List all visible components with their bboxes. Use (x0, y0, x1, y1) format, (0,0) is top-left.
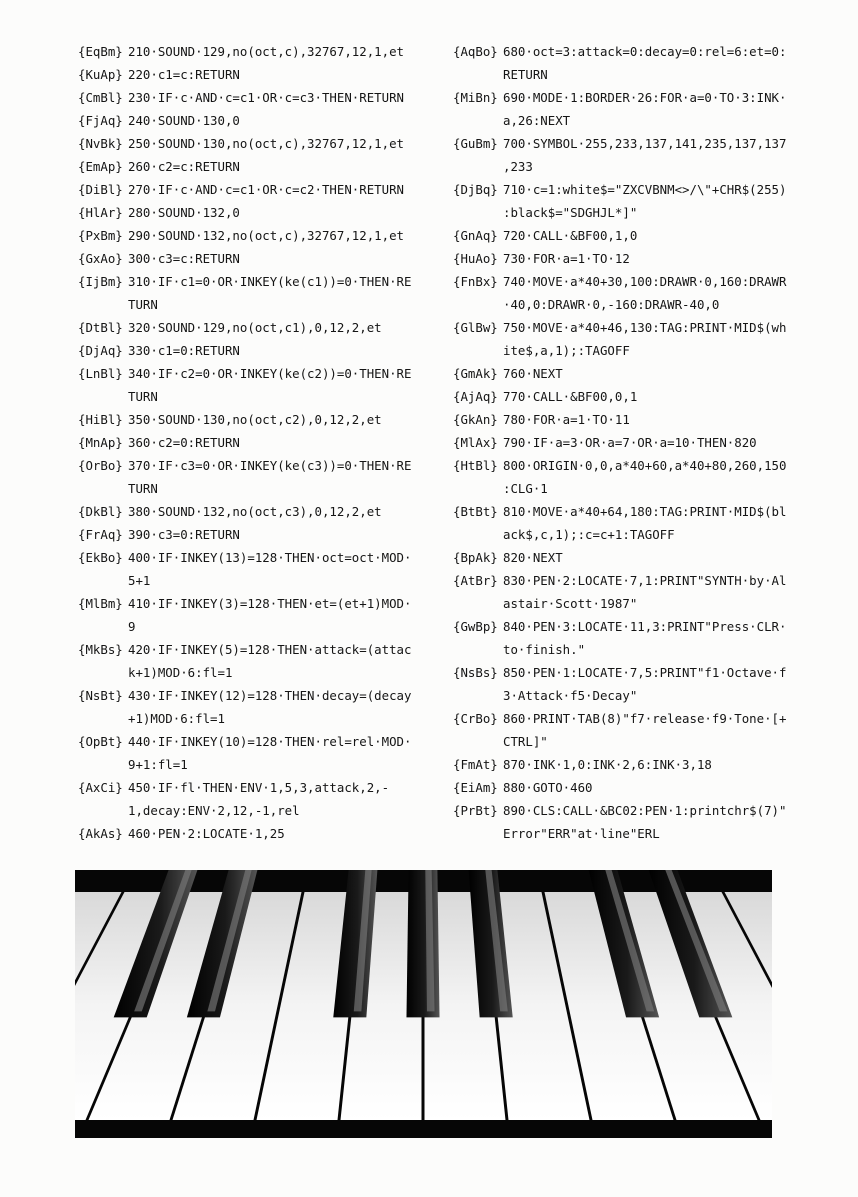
checksum-code: {CrBo} (453, 711, 498, 726)
listing-column-right (453, 40, 848, 845)
listing-line (453, 753, 848, 776)
basic-code-line: 780·FOR·a=1·TO·11 (503, 412, 630, 427)
checksum-code: {AtBr} (453, 573, 498, 588)
listing-line (453, 247, 848, 270)
basic-code-line: 800·ORIGIN·0,0,a*40+60,a*40+80,260,150 :CLG·1 (503, 458, 787, 496)
listing-line (78, 201, 423, 224)
basic-code-line: 320·SOUND·129,no(oct,c1),0,12,2,et (128, 320, 382, 335)
listing-line (78, 454, 423, 500)
basic-code-line: 820·NEXT (503, 550, 563, 565)
listing-line (453, 178, 848, 224)
basic-code-line: 760·NEXT (503, 366, 563, 381)
listing-line (453, 40, 848, 86)
checksum-code: {FrAq} (78, 527, 123, 542)
listing-line (453, 500, 848, 546)
basic-code-line: 790·IF·a=3·OR·a=7·OR·a=10·THEN·820 (503, 435, 757, 450)
listing-line (453, 132, 848, 178)
listing-line (78, 684, 423, 730)
listing-line (78, 408, 423, 431)
basic-code-line: 400·IF·INKEY(13)=128·THEN·oct=oct·MOD· 5+1 (128, 550, 412, 588)
checksum-code: {NvBk} (78, 136, 123, 151)
checksum-code: {DtBl} (78, 320, 123, 335)
listing-line (78, 86, 423, 109)
checksum-code: {GkAn} (453, 412, 498, 427)
basic-code-line: 410·IF·INKEY(3)=128·THEN·et=(et+1)MOD· 9 (128, 596, 412, 634)
basic-code-line: 740·MOVE·a*40+30,100:DRAWR·0,160:DRAWR ·40,0:DRAWR·0,-160:DRAWR-40,0 (503, 274, 787, 312)
basic-code-line: 710·c=1:white$="ZXCVBNM<>/\"+CHR$(255) :black$="SDGHJL*]" (503, 182, 787, 220)
checksum-code: {CmBl} (78, 90, 123, 105)
listing-line (453, 799, 848, 845)
basic-code-line: 220·c1=c:RETURN (128, 67, 240, 82)
listing-line (78, 40, 423, 63)
checksum-code: {MlBm} (78, 596, 123, 611)
checksum-code: {EkBo} (78, 550, 123, 565)
listing-line (453, 776, 848, 799)
listing-line (78, 822, 423, 845)
checksum-code: {DjAq} (78, 343, 123, 358)
checksum-code: {BtBt} (453, 504, 498, 519)
listing-line (78, 247, 423, 270)
listing-line (78, 178, 423, 201)
listing-line (78, 362, 423, 408)
basic-code-line: 260·c2=c:RETURN (128, 159, 240, 174)
listing-line (453, 546, 848, 569)
listing-line (453, 431, 848, 454)
checksum-code: {MlAx} (453, 435, 498, 450)
basic-code-line: 770·CALL·&BF00,0,1 (503, 389, 638, 404)
checksum-code: {MnAp} (78, 435, 123, 450)
listing-line (78, 63, 423, 86)
checksum-code: {PxBm} (78, 228, 123, 243)
listing-line (453, 569, 848, 615)
black-key (406, 870, 439, 1017)
basic-code-line: 250·SOUND·130,no(oct,c),32767,12,1,et (128, 136, 405, 151)
checksum-code: {IjBm} (78, 274, 123, 289)
listing-line (78, 730, 423, 776)
checksum-code: {AkAs} (78, 826, 123, 841)
checksum-code: {AjAq} (453, 389, 498, 404)
checksum-code: {GmAk} (453, 366, 498, 381)
basic-code-line: 300·c3=c:RETURN (128, 251, 240, 266)
basic-code-line: 270·IF·c·AND·c=c1·OR·c=c2·THEN·RETURN (128, 182, 405, 197)
listing-line (453, 408, 848, 431)
checksum-code: {DiBl} (78, 182, 123, 197)
basic-code-line: 460·PEN·2:LOCATE·1,25 (128, 826, 285, 841)
checksum-code: {EqBm} (78, 44, 123, 59)
listing-line (453, 454, 848, 500)
checksum-code: {KuAp} (78, 67, 123, 82)
basic-code-line: 360·c2=0:RETURN (128, 435, 240, 450)
listing-line (453, 615, 848, 661)
listing-line (78, 316, 423, 339)
basic-code-line: 310·IF·c1=0·OR·INKEY(ke(c1))=0·THEN·RE TURN (128, 274, 412, 312)
listing-column-left (78, 40, 423, 845)
basic-code-line: 870·INK·1,0:INK·2,6:INK·3,18 (503, 757, 712, 772)
basic-code-line: 240·SOUND·130,0 (128, 113, 240, 128)
listing-line (78, 155, 423, 178)
checksum-code: {DjBq} (453, 182, 498, 197)
checksum-code: {FmAt} (453, 757, 498, 772)
listing-line (453, 707, 848, 753)
piano-keyboard-image (75, 870, 772, 1138)
checksum-code: {DkBl} (78, 504, 123, 519)
checksum-code: {GuBm} (453, 136, 498, 151)
basic-code-line: 230·IF·c·AND·c=c1·OR·c=c3·THEN·RETURN (128, 90, 405, 105)
listing-line (78, 339, 423, 362)
checksum-code: {HiBl} (78, 412, 123, 427)
basic-code-line: 860·PRINT·TAB(8)"f7·release·f9·Tone·[+ CTRL]" (503, 711, 787, 749)
checksum-code: {EmAp} (78, 159, 123, 174)
checksum-code: {BpAk} (453, 550, 498, 565)
listing-line (453, 270, 848, 316)
checksum-code: {HtBl} (453, 458, 498, 473)
checksum-code: {FnBx} (453, 274, 498, 289)
checksum-code: {HlAr} (78, 205, 123, 220)
basic-code-line: 830·PEN·2:LOCATE·7,1:PRINT"SYNTH·by·Al astair·Scott·1987" (503, 573, 787, 611)
basic-code-line: 720·CALL·&BF00,1,0 (503, 228, 638, 243)
checksum-code: {MkBs} (78, 642, 123, 657)
listing-line (78, 270, 423, 316)
basic-code-line: 690·MODE·1:BORDER·26:FOR·a=0·TO·3:INK· a,26:NEXT (503, 90, 787, 128)
listing-line (78, 132, 423, 155)
checksum-code: {GwBp} (453, 619, 498, 634)
basic-code-line: 450·IF·fl·THEN·ENV·1,5,3,attack,2,- 1,decay:ENV·2,12,-1,rel (128, 780, 390, 818)
basic-code-line: 680·oct=3:attack=0:decay=0:rel=6:et=0: RETURN (503, 44, 787, 82)
listing-line (78, 109, 423, 132)
listing-line (78, 638, 423, 684)
listing-line (453, 224, 848, 247)
basic-code-line: 430·IF·INKEY(12)=128·THEN·decay=(decay +1)MOD·6:fl=1 (128, 688, 412, 726)
basic-code-line: 440·IF·INKEY(10)=128·THEN·rel=rel·MOD· 9+1:fl=1 (128, 734, 412, 772)
checksum-code: {PrBt} (453, 803, 498, 818)
basic-code-line: 850·PEN·1:LOCATE·7,5:PRINT"f1·Octave·f 3·Attack·f5·Decay" (503, 665, 787, 703)
basic-code-line: 700·SYMBOL·255,233,137,141,235,137,137 ,233 (503, 136, 787, 174)
checksum-code: {AqBo} (453, 44, 498, 59)
basic-code-line: 370·IF·c3=0·OR·INKEY(ke(c3))=0·THEN·RE TURN (128, 458, 412, 496)
basic-code-line: 730·FOR·a=1·TO·12 (503, 251, 630, 266)
checksum-code: {OrBo} (78, 458, 123, 473)
basic-code-line: 280·SOUND·132,0 (128, 205, 240, 220)
listing-line (453, 316, 848, 362)
listing-line (453, 362, 848, 385)
checksum-code: {GlBw} (453, 320, 498, 335)
basic-code-line: 810·MOVE·a*40+64,180:TAG:PRINT·MID$(bl ack$,c,1);:c=c+1:TAGOFF (503, 504, 787, 542)
checksum-code: {NsBs} (453, 665, 498, 680)
basic-code-line: 880·GOTO·460 (503, 780, 593, 795)
basic-code-line: 290·SOUND·132,no(oct,c),32767,12,1,et (128, 228, 405, 243)
checksum-code: {OpBt} (78, 734, 123, 749)
listing-line (453, 86, 848, 132)
listing-line (453, 385, 848, 408)
listing-line (78, 523, 423, 546)
listing-line (453, 661, 848, 707)
checksum-code: {EiAm} (453, 780, 498, 795)
basic-code-line: 350·SOUND·130,no(oct,c2),0,12,2,et (128, 412, 382, 427)
listing-line (78, 500, 423, 523)
listing-line (78, 224, 423, 247)
listing-line (78, 546, 423, 592)
basic-code-line: 420·IF·INKEY(5)=128·THEN·attack=(attac k+1)MOD·6:fl=1 (128, 642, 412, 680)
checksum-code: {GnAq} (453, 228, 498, 243)
basic-code-line: 750·MOVE·a*40+46,130:TAG:PRINT·MID$(wh ite$,a,1);:TAGOFF (503, 320, 787, 358)
piano-keyboard-illustration (75, 870, 772, 1138)
checksum-code: {GxAo} (78, 251, 123, 266)
checksum-code: {FjAq} (78, 113, 123, 128)
basic-code-line: 340·IF·c2=0·OR·INKEY(ke(c2))=0·THEN·RE TURN (128, 366, 412, 404)
checksum-code: {MiBn} (453, 90, 498, 105)
basic-code-line: 380·SOUND·132,no(oct,c3),0,12,2,et (128, 504, 382, 519)
checksum-code: {AxCi} (78, 780, 123, 795)
basic-code-line: 330·c1=0:RETURN (128, 343, 240, 358)
listing-line (78, 431, 423, 454)
basic-code-line: 890·CLS:CALL·&BC02:PEN·1:printchr$(7)" Error"ERR"at·line"ERL (503, 803, 787, 841)
checksum-code: {LnBl} (78, 366, 123, 381)
basic-code-line: 390·c3=0:RETURN (128, 527, 240, 542)
checksum-code: {HuAo} (453, 251, 498, 266)
checksum-code: {NsBt} (78, 688, 123, 703)
basic-code-line: 210·SOUND·129,no(oct,c),32767,12,1,et (128, 44, 405, 59)
listing-line (78, 592, 423, 638)
basic-code-line: 840·PEN·3:LOCATE·11,3:PRINT"Press·CLR· to·finish." (503, 619, 787, 657)
listing-line (78, 776, 423, 822)
